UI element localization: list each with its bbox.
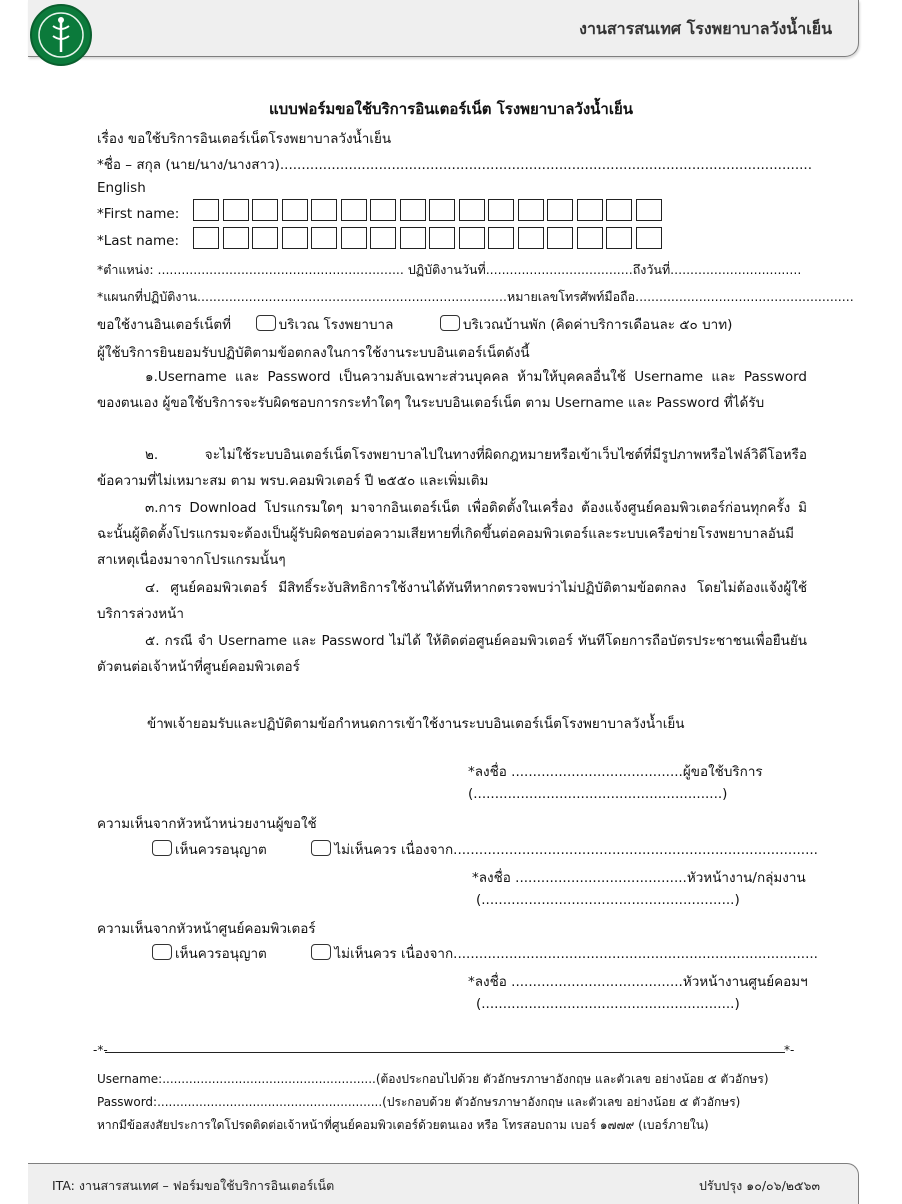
unit-head-opinion-title: ความเห็นจากหัวหน้าหน่วยงานผู้ขอใช้ [97,816,317,832]
password-line[interactable]: Password:...........................................................(ประกอบด้วย ตัวอักษรภาษาอังกฤษ และตัวเลข อย่างน้อย ๕ ตัวอักษร) [97,1095,741,1109]
agree-intro: ผู้ใช้บริการยินยอมรับปฏิบัติตามข้อตกลงในการใช้งานระบบอินเตอร์เน็ตดังนี้ [97,345,530,361]
comp-approve-checkbox[interactable] [152,944,172,960]
term-3: ๓.การ Download โปรแกรมใดๆ มาจากอินเตอร์เน็ต เพื่อติดตั้งในเครื่อง ต้องแจ้งศูนย์คอมพิวเตอร์ก่อนทุกครั้ง มิฉะนั้นผู้ติดตั้งโปรแกรมจะต้องเป็นผู้รับผิดชอบต่อความเสียหายที่เกิดขึ้นต่อคอมพิวเตอร์และระบบเครือข่ายโรงพยาบาลอันมีสาเหตุเนื่องมาจากโปรแกรมนั้นๆ [97,500,807,568]
ministry-logo-icon [30,4,92,66]
first-name-boxes[interactable] [193,199,665,221]
computer-head-opinion-title: ความเห็นจากหัวหน้าศูนย์คอมพิวเตอร์ [97,921,316,937]
unit-head-signature-name[interactable]: (...........................................................) [476,892,740,908]
form-title: แบบฟอร์มขอใช้บริการอินเตอร์เน็ต โรงพยาบาลวังน้ำเย็น [269,100,633,118]
header-title: งานสารสนเทศ โรงพยาบาลวังน้ำเย็น [579,19,832,38]
unit-head-opinion-options [152,838,818,860]
accept-statement: ข้าพเจ้ายอมรับและปฏิบัติตามข้อกำหนดการเข้าใช้งานระบบอินเตอร์เน็ตโรงพยาบาลวังน้ำเย็น [147,716,685,732]
name-field-line[interactable]: *ชื่อ – สกุล (นาย/นาง/นางสาว)............................................................................................................................ [97,157,812,173]
cut-line-left: -*- [93,1043,108,1057]
comp-deny-label: ไม่เห็นควร เนื่องจาก..................................................................................... [334,946,818,962]
comp-deny-checkbox[interactable] [311,944,331,960]
usage-label: ขอใช้งานอินเตอร์เน็ตที่ [97,317,232,333]
unit-head-signature-line[interactable]: *ลงชื่อ ........................................หัวหน้างาน/กลุ่มงาน [472,870,806,886]
unit-deny-checkbox[interactable] [311,840,331,856]
form-subject: เรื่อง ขอใช้บริการอินเตอร์เน็ตโรงพยาบาลวังน้ำเย็น [97,131,392,147]
residence-area-checkbox[interactable] [440,315,460,331]
first-name-label: *First name: [97,206,180,222]
hospital-area-label: บริเวณ โรงพยาบาล [278,317,394,333]
department-line[interactable]: *แผนกที่ปฏิบัติงาน..............................................................................หมายเลขโทรศัพท์มือถือ....................................................... [97,289,854,304]
usage-row [97,313,732,335]
unit-approve-checkbox[interactable] [152,840,172,856]
term-2: ๒. จะไม่ใช้ระบบอินเตอร์เน็ตโรงพยาบาลไปในทางที่ผิดกฎหมายหรือเข้าเว็บไซต์ที่มีรูปภาพหรือไฟล์วิดีโอหรือข้อความที่ไม่เหมาะสม ตาม พรบ.คอมพิวเตอร์ ปี ๒๕๕๐ และเพิ่มเติม [97,447,807,489]
residence-area-label: บริเวณบ้านพัก (คิดค่าบริการเดือนละ ๕๐ บาท) [463,317,733,333]
unit-approve-label: เห็นควรอนุญาต [175,842,267,858]
comp-approve-label: เห็นควรอนุญาต [175,946,267,962]
term-1: ๑.Username และ Password เป็นความลับเฉพาะส่วนบุคคล ห้ามให้บุคคลอื่นใช้ Username และ Password ของตนเอง ผู้ขอใช้บริการจะรับผิดชอบการกระทำใดๆ ในระบบอินเตอร์เน็ต ตาม Username และ Password ที่ได้รับ [97,369,807,411]
position-line[interactable]: *ตำแหน่ง: .............................................................. ปฏิบัติงานวันที่.....................................ถึงวันที่................................. [97,262,802,277]
computer-head-signature-line[interactable]: *ลงชื่อ ........................................หัวหน้างานศูนย์คอมฯ [468,974,808,990]
last-name-boxes[interactable] [193,227,665,249]
cut-line-divider [105,1052,785,1053]
computer-head-signature-name[interactable]: (...........................................................) [476,996,740,1012]
term-5: ๕. กรณี จำ Username และ Password ไม่ได้ ให้ติดต่อศูนย์คอมพิวเตอร์ ทันทีโดยการถือบัตรประชาชนเพื่อยืนยันตัวตนต่อเจ้าหน้าที่ศูนย์คอมพิวเตอร์ [97,633,807,675]
username-line[interactable]: Username:........................................................(ต้องประกอบไปด้วย ตัวอักษรภาษาอังกฤษ และตัวเลข อย่างน้อย ๕ ตัวอักษร) [97,1072,769,1086]
footer-revision-date: ปรับปรุง ๑๐/๐๖/๒๕๖๓ [698,1178,820,1193]
user-signature-line[interactable]: *ลงชื่อ ........................................ผู้ขอใช้บริการ [468,764,763,780]
contact-line: หากมีข้อสงสัยประการใดโปรดติดต่อเจ้าหน้าที่ศูนย์คอมพิวเตอร์ด้วยตนเอง หรือ โทรสอบถาม เบอร์ ๑๗๗๙ (เบอร์ภายใน) [97,1118,709,1132]
user-signature-name[interactable]: (..........................................................) [468,786,728,802]
footer-left-text: ITA: งานสารสนเทศ – ฟอร์มขอใช้บริการอินเตอร์เน็ต [52,1178,335,1193]
hospital-area-checkbox[interactable] [256,315,276,331]
english-label: English [97,180,146,196]
last-name-label: *Last name: [97,233,179,249]
cut-line-right: *- [784,1043,795,1057]
term-4: ๔. ศูนย์คอมพิวเตอร์ มีสิทธิ์ระงับสิทธิการใช้งานได้ทันทีหากตรวจพบว่าไม่ปฏิบัติตามข้อตกลง โดยไม่ต้องแจ้งผู้ใช้บริการล่วงหน้า [97,580,807,622]
unit-deny-label: ไม่เห็นควร เนื่องจาก..................................................................................... [334,842,818,858]
computer-head-opinion-options [152,942,818,964]
